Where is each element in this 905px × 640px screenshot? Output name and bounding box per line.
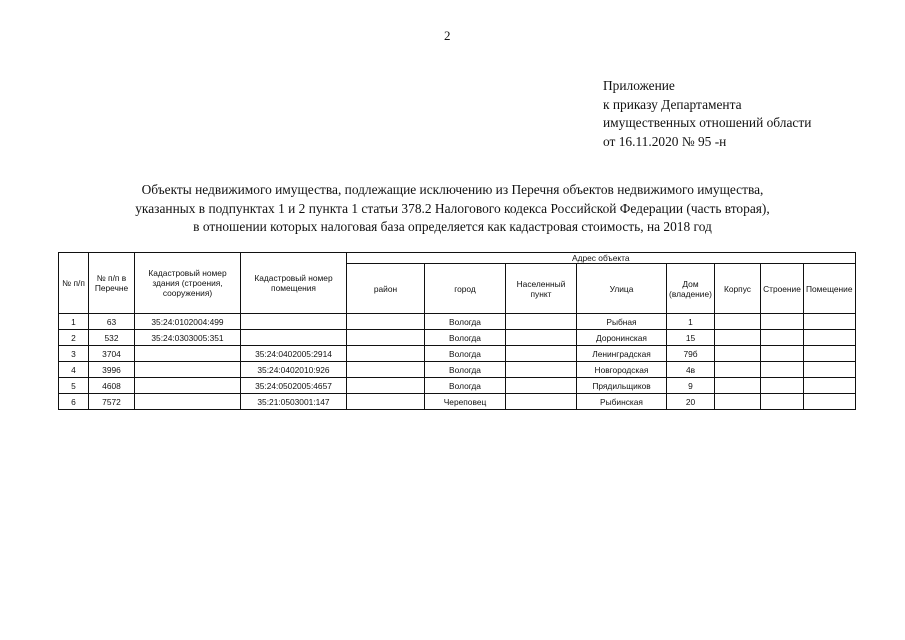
title-line-2: указанных в подпунктах 1 и 2 пункта 1 статьи 378.2 Налогового кодекса Российской Федерации (часть вторая), (135, 200, 770, 216)
header-num: № п/п (59, 253, 89, 314)
cell-num: 5 (59, 378, 89, 394)
table-row (59, 330, 856, 346)
cell-num: 2 (59, 330, 89, 346)
cell-korpus (715, 362, 761, 378)
title-line-1: Объекты недвижимого имущества, подлежащие исключению из Перечня объектов недвижимого имущества, (141, 182, 764, 197)
cell-cad-building: 35:24:0303005:351 (135, 330, 241, 346)
cell-building (761, 330, 804, 346)
cell-list-num: 63 (89, 314, 135, 330)
cell-building (761, 362, 804, 378)
header-korpus: Корпус (715, 264, 761, 314)
cell-premises (804, 394, 856, 410)
cell-building (761, 314, 804, 330)
appendix-line-3: имущественных отношений области (603, 115, 812, 130)
cell-house: 4в (667, 362, 715, 378)
cell-cad-premises: 35:24:0402005:2914 (241, 346, 347, 362)
cell-street: Прядильщиков (577, 378, 667, 394)
document-title (60, 181, 845, 237)
cell-cad-building (135, 362, 241, 378)
cell-street: Доронинская (577, 330, 667, 346)
header-cad-premises: Кадастровый номер помещения (241, 253, 347, 314)
cell-settlement (506, 378, 577, 394)
title-line-3: в отношении которых налоговая база определяется как кадастровая стоимость, на 2018 год (193, 219, 712, 234)
cell-korpus (715, 378, 761, 394)
cell-street: Рыбинская (577, 394, 667, 410)
cell-city: Вологда (425, 314, 506, 330)
cell-cad-premises (241, 330, 347, 346)
header-cad-building: Кадастровый номер здания (строения, сооружения) (135, 253, 241, 314)
cell-list-num: 4608 (89, 378, 135, 394)
table-row (59, 394, 856, 410)
cell-district (347, 378, 425, 394)
cell-settlement (506, 330, 577, 346)
cell-korpus (715, 330, 761, 346)
cell-list-num: 532 (89, 330, 135, 346)
header-building: Строение (761, 264, 804, 314)
cell-house: 79б (667, 346, 715, 362)
cell-premises (804, 330, 856, 346)
cell-city: Вологда (425, 378, 506, 394)
cell-list-num: 3704 (89, 346, 135, 362)
table-row (59, 362, 856, 378)
cell-premises (804, 378, 856, 394)
table-row (59, 314, 856, 330)
cell-cad-building: 35:24:0102004:499 (135, 314, 241, 330)
cell-cad-premises: 35:24:0502005:4657 (241, 378, 347, 394)
table-row (59, 346, 856, 362)
table-body (59, 314, 856, 410)
appendix-block (603, 77, 811, 151)
cell-premises (804, 314, 856, 330)
table-row (59, 378, 856, 394)
cell-num: 1 (59, 314, 89, 330)
cell-settlement (506, 314, 577, 330)
appendix-line-2: к приказу Департамента (603, 96, 742, 112)
appendix-line-4: от 16.11.2020 № 95 -н (603, 133, 727, 149)
cell-settlement (506, 362, 577, 378)
cell-house: 9 (667, 378, 715, 394)
cell-district (347, 346, 425, 362)
cell-list-num: 7572 (89, 394, 135, 410)
cell-num: 4 (59, 362, 89, 378)
cell-street: Новгородская (577, 362, 667, 378)
cell-premises (804, 346, 856, 362)
cell-street: Ленинградская (577, 346, 667, 362)
header-city: город (425, 264, 506, 314)
cell-district (347, 362, 425, 378)
header-district: район (347, 264, 425, 314)
header-street: Улица (577, 264, 667, 314)
header-list-num: № п/п в Перечне (89, 253, 135, 314)
cell-district (347, 330, 425, 346)
header-address-group: Адрес объекта (347, 253, 856, 264)
cell-building (761, 394, 804, 410)
cell-korpus (715, 314, 761, 330)
cell-settlement (506, 346, 577, 362)
objects-table (58, 252, 856, 410)
cell-premises (804, 362, 856, 378)
cell-city: Череповец (425, 394, 506, 410)
cell-building (761, 378, 804, 394)
cell-cad-building (135, 378, 241, 394)
cell-list-num: 3996 (89, 362, 135, 378)
header-settlement: Населенный пункт (506, 264, 577, 314)
cell-house: 15 (667, 330, 715, 346)
cell-city: Вологда (425, 346, 506, 362)
cell-house: 1 (667, 314, 715, 330)
cell-district (347, 314, 425, 330)
cell-num: 6 (59, 394, 89, 410)
header-premises: Помещение (804, 264, 856, 314)
cell-street: Рыбная (577, 314, 667, 330)
cell-city: Вологда (425, 362, 506, 378)
cell-district (347, 394, 425, 410)
cell-num: 3 (59, 346, 89, 362)
cell-cad-premises: 35:24:0402010:926 (241, 362, 347, 378)
cell-cad-building (135, 394, 241, 410)
appendix-line-1: Приложение (603, 78, 675, 93)
cell-settlement (506, 394, 577, 410)
cell-building (761, 346, 804, 362)
cell-korpus (715, 394, 761, 410)
cell-cad-building (135, 346, 241, 362)
cell-cad-premises: 35:21:0503001:147 (241, 394, 347, 410)
cell-house: 20 (667, 394, 715, 410)
cell-city: Вологда (425, 330, 506, 346)
page-number: 2 (444, 28, 451, 43)
header-house: Дом (владение) (667, 264, 715, 314)
cell-korpus (715, 346, 761, 362)
cell-cad-premises (241, 314, 347, 330)
